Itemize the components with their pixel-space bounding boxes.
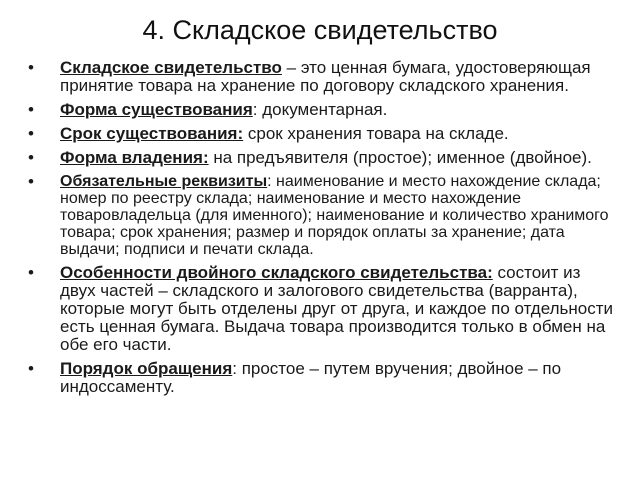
bullet-icon: • xyxy=(28,263,34,282)
bullet-item-definition xyxy=(26,59,616,95)
bullet-icon: • xyxy=(28,124,34,143)
bullet-list xyxy=(26,59,616,402)
bullet-icon: • xyxy=(28,359,34,378)
bullet-item-double-features xyxy=(26,264,616,354)
term-description: : простое – путем вручения; двойное – по индоссаменту. xyxy=(60,359,562,396)
bullet-icon: • xyxy=(28,148,34,167)
slide-title: 4. Складское свидетельство xyxy=(142,15,498,45)
term-description: – это ценная бумага, удостоверяющая принятие товара на хранение по договору складского хранения. xyxy=(60,58,591,95)
term-label: Форма владения: xyxy=(60,148,209,167)
bullet-icon: • xyxy=(28,100,34,119)
term-label: Срок существования: xyxy=(60,124,244,143)
term-description: : документарная. xyxy=(252,100,388,119)
term-label: Форма существования xyxy=(60,100,253,119)
term-description: состоит из двух частей – складского и залогового свидетельства (варранта), которые могут быть отделены друг от друга, и каждое по отдельности есть ценная бумага. Выдача товара производится только в обмен на обе его части. xyxy=(60,263,614,354)
term-label: Складское свидетельство xyxy=(60,58,282,77)
term-label: Обязательные реквизиты xyxy=(60,173,268,190)
bullet-icon: • xyxy=(28,172,34,191)
bullet-item-form-ownership xyxy=(26,149,616,167)
term-description: на предъявителя (простое); именное (двойное). xyxy=(208,148,592,167)
bullet-item-form-existence xyxy=(26,101,616,119)
term-description: срок хранения товара на складе. xyxy=(243,124,509,143)
bullet-item-term-existence xyxy=(26,125,616,143)
bullet-item-requisites xyxy=(26,173,616,258)
bullet-icon: • xyxy=(28,58,34,77)
term-label: Особенности двойного складского свидетельства: xyxy=(60,263,493,282)
term-label: Порядок обращения xyxy=(60,359,233,378)
term-description: : наименование и место нахождение склада; номер по реестру склада; наименование и место нахождение товаровладельца (для именного); наименование и количество хранимого товара; срок хранения; размер и порядок оплаты за хранение; дата выдачи; подписи и печати склада. xyxy=(60,173,609,258)
bullet-item-circulation xyxy=(26,360,616,396)
